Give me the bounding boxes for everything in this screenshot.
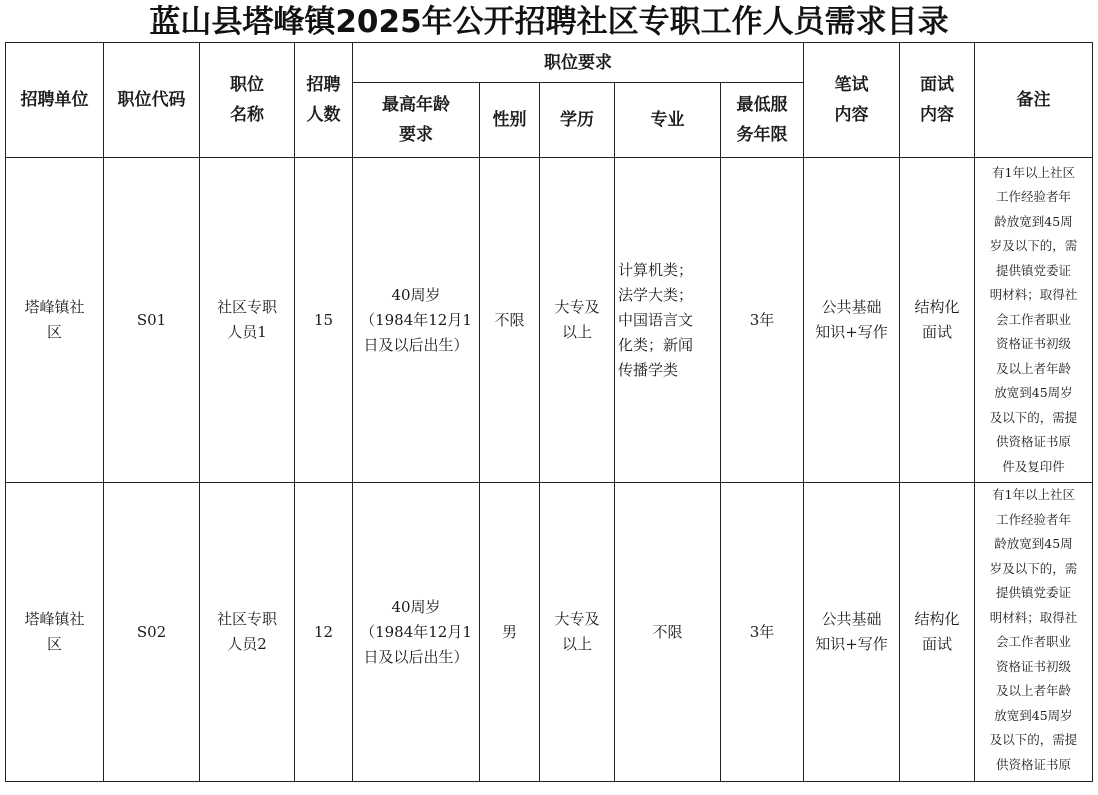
- header-major: 专业: [615, 83, 721, 158]
- cell-education: 大专及 以上: [540, 483, 615, 782]
- cell-gender: 男: [480, 483, 540, 782]
- cell-remarks: 有1年以上社区 工作经验者年 龄放宽到45周 岁及以下的，需 提供镇党委证 明材料；取得社 会工作者职业 资格证书初级 及以上者年龄 放宽到45周岁 及以下的，需提 供资格证书原: [975, 483, 1093, 782]
- cell-interview: 结构化 面试: [900, 483, 975, 782]
- cell-count: 12: [295, 483, 353, 782]
- cell-min-service: 3年: [721, 483, 804, 782]
- cell-major: 计算机类； 法学大类； 中国语言文 化类；新闻 传播学类: [615, 158, 721, 483]
- header-gender: 性别: [480, 83, 540, 158]
- header-min-service: 最低服 务年限: [721, 83, 804, 158]
- header-education: 学历: [540, 83, 615, 158]
- header-requirements: 职位要求: [353, 43, 804, 83]
- cell-education: 大专及 以上: [540, 158, 615, 483]
- cell-max-age: 40周岁 （1984年12月1 日及以后出生）: [353, 483, 480, 782]
- cell-written: 公共基础 知识+写作: [804, 158, 900, 483]
- page-title: 蓝山县塔峰镇2025年公开招聘社区专职工作人员需求目录: [149, 4, 949, 40]
- cell-count: 15: [295, 158, 353, 483]
- cell-min-service: 3年: [721, 158, 804, 483]
- header-position-name: 职位 名称: [200, 43, 295, 158]
- header-count: 招聘 人数: [295, 43, 353, 158]
- cell-unit: 塔峰镇社 区: [6, 483, 104, 782]
- header-interview: 面试 内容: [900, 43, 975, 158]
- cell-written: 公共基础 知识+写作: [804, 483, 900, 782]
- cell-code: S02: [104, 483, 200, 782]
- header-code: 职位代码: [104, 43, 200, 158]
- header-unit: 招聘单位: [6, 43, 104, 158]
- header-row-top: [6, 43, 1093, 83]
- cell-unit: 塔峰镇社 区: [6, 158, 104, 483]
- header-max-age: 最高年龄 要求: [353, 83, 480, 158]
- table-row: [6, 158, 1093, 483]
- cell-max-age: 40周岁 （1984年12月1 日及以后出生）: [353, 158, 480, 483]
- cell-remarks: 有1年以上社区 工作经验者年 龄放宽到45周 岁及以下的，需 提供镇党委证 明材料；取得社 会工作者职业 资格证书初级 及以上者年龄 放宽到45周岁 及以下的，需提 供资格证书原 件及复印件: [975, 158, 1093, 483]
- cell-gender: 不限: [480, 158, 540, 483]
- header-remarks: 备注: [975, 43, 1093, 158]
- cell-code: S01: [104, 158, 200, 483]
- table-row: [6, 483, 1093, 782]
- recruitment-table: [5, 42, 1093, 782]
- header-written: 笔试 内容: [804, 43, 900, 158]
- cell-interview: 结构化 面试: [900, 158, 975, 483]
- cell-position-name: 社区专职 人员1: [200, 158, 295, 483]
- cell-major: 不限: [615, 483, 721, 782]
- cell-position-name: 社区专职 人员2: [200, 483, 295, 782]
